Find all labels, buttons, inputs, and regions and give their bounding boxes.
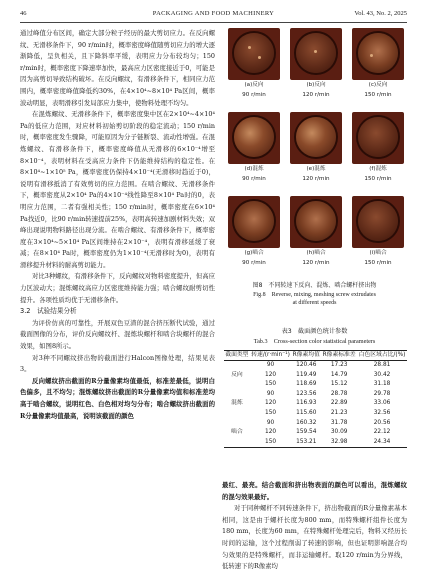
right-text-block bbox=[222, 480, 407, 573]
table-row bbox=[224, 428, 407, 438]
column-header: R像素标准差 bbox=[321, 351, 357, 361]
figure-cell bbox=[288, 112, 344, 183]
figure-caption-en: Fig.8 Reverse, mixing, meshing screw extrudates bbox=[253, 292, 376, 298]
table-cell-type: 混炼 bbox=[231, 400, 243, 407]
table-cell: 29.78 bbox=[373, 390, 391, 397]
figure-cell-speed: 120 r/min bbox=[302, 259, 330, 266]
figure-cell bbox=[226, 28, 282, 99]
figure-cell bbox=[226, 112, 282, 183]
header-rule bbox=[20, 22, 407, 23]
table-cell: 159.54 bbox=[296, 429, 317, 436]
figure-cell-speed: 150 r/min bbox=[364, 259, 392, 266]
figure-cell bbox=[350, 112, 406, 183]
figure-cell-speed: 150 r/min bbox=[364, 91, 392, 98]
table-cell-type: 反向 bbox=[231, 371, 243, 378]
figure-cell-speed: 90 r/min bbox=[242, 175, 266, 182]
figure-cell-speed: 150 r/min bbox=[364, 175, 392, 182]
table-cell: 14.79 bbox=[330, 371, 348, 378]
body-paragraph-bold: 反向螺纹挤出截面的R分量像素均值最低，标准差最低，说明白色偏多，且不均匀；混炼螺纹挤出截面的R分量像素均值和标准差均高于啮合螺纹，说明红色、白色相对均匀分布；啮合螺纹挤出截面的R分量像素均值最高，说明该截面的颜色 bbox=[20, 376, 215, 420]
column-header: 白色区域占比/(%) bbox=[357, 351, 407, 361]
column-header: 截面类型 bbox=[224, 351, 250, 361]
table-cell: 120 bbox=[265, 429, 277, 436]
figure-cell-label: (g)啮合 bbox=[244, 250, 264, 256]
figure-cell-label: (c)反向 bbox=[368, 82, 388, 88]
table-cell: 15.12 bbox=[330, 381, 348, 388]
table-row bbox=[224, 371, 407, 381]
figure-caption-en: at different speeds bbox=[292, 300, 337, 306]
figure-cell-label: (b)反向 bbox=[306, 82, 326, 88]
left-column bbox=[20, 28, 215, 568]
figure-cell-label: (d)混炼 bbox=[244, 166, 264, 172]
body-paragraph: 对比3种螺纹，有滑移条件下，反向螺纹对物料密度提升，但高应力区波动大；混炼螺纹高应力区密度维持能力强；啮合螺纹耐剪切性提升。各项性质均优于无滑移条件。 bbox=[20, 272, 215, 304]
figure-cell-speed: 120 r/min bbox=[302, 175, 330, 182]
extrudate-image bbox=[352, 112, 404, 164]
figure-cell-label: (f)混炼 bbox=[369, 166, 387, 172]
body-paragraph: 为评价仿真的可靠性，开展双色豆渣的混合挤压断代试验，通过截面图像的分布，评价反向螺纹杆、混炼块螺杆和啮合块螺杆的混合效果，如图8所示。 bbox=[20, 318, 215, 351]
figure-cell-label: (e)混炼 bbox=[306, 166, 326, 172]
table-cell: 32.98 bbox=[321, 438, 357, 448]
table-caption: 表3 截面颜色统计参数 bbox=[281, 328, 348, 335]
figure-cell bbox=[288, 196, 344, 267]
figure-cell bbox=[226, 196, 282, 267]
table-cell: 33.06 bbox=[373, 400, 391, 407]
table-cell: 119.49 bbox=[296, 371, 317, 378]
table-cell: 116.93 bbox=[296, 400, 317, 407]
table-row bbox=[224, 409, 407, 419]
figure-cell-label: (i)啮合 bbox=[369, 250, 387, 256]
table-cell: 150 bbox=[265, 409, 277, 416]
table-cell: 24.34 bbox=[357, 438, 407, 448]
column-header: 转速/(r·min⁻¹) bbox=[250, 351, 292, 361]
table-cell: 20.56 bbox=[373, 419, 391, 426]
table-cell: 31.78 bbox=[330, 419, 348, 426]
table-cell: 90 bbox=[266, 390, 275, 397]
table-row bbox=[224, 361, 407, 371]
extrudate-image bbox=[290, 196, 342, 248]
column-header: R像素均值 bbox=[291, 351, 321, 361]
table-cell: 32.56 bbox=[373, 409, 391, 416]
table-row bbox=[224, 380, 407, 390]
table-cell: 120 bbox=[265, 371, 277, 378]
body-paragraph: 通过峰值分布区间，确定大部分粒子经历的最大剪切应力。在反向螺纹、无滑移条件下，90 r/min时，概率密度峰值随剪切应力的增大逐渐降低，呈负相关，且下降斜率平缓，表明应力分布较均匀；150 r/min时，概率密度下降速率加快，最高应力区密度接近于0，可能是因为高剪切导致结构破坏。在反向螺纹，有滑移条件下，相同应力范围内，概率密度峰值降低约30%，在4×10⁴~8×10⁴ Pa区间，概率波动明显，表明滑移引发局部应力集中，使物料处理不均匀。 bbox=[20, 29, 215, 107]
table-cell: 90 bbox=[266, 419, 275, 426]
table-cell: 28.78 bbox=[330, 390, 348, 397]
extrudate-image bbox=[352, 196, 404, 248]
table-caption-en: Tab.3 Cross-section color statistical parameters bbox=[253, 338, 376, 345]
right-column bbox=[222, 28, 407, 571]
table-cell: 22.12 bbox=[373, 429, 391, 436]
table-cell: 30.42 bbox=[373, 371, 391, 378]
figure-caption: 图8 不同转速下反向、混炼、啮合螺杆挤出物 bbox=[252, 282, 377, 289]
journal-title: PACKAGING AND FOOD MACHINERY bbox=[152, 10, 275, 17]
figure-cell bbox=[350, 28, 406, 99]
figure-cell-label: (h)啮合 bbox=[306, 250, 326, 256]
table-cell: 160.32 bbox=[296, 419, 317, 426]
color-stats-table bbox=[224, 350, 407, 448]
table-cell: 21.23 bbox=[330, 409, 348, 416]
table-cell: 150 bbox=[265, 381, 277, 388]
table-cell: 17.23 bbox=[330, 362, 348, 368]
table-cell: 30.09 bbox=[330, 429, 348, 436]
table-cell: 22.89 bbox=[330, 400, 348, 407]
table-cell: 123.56 bbox=[296, 390, 317, 397]
volume-info: Vol. 43, No. 2, 2025 bbox=[354, 10, 407, 17]
table-row bbox=[224, 438, 407, 448]
figure-cell-speed: 90 r/min bbox=[242, 91, 266, 98]
figure-cell-speed: 90 r/min bbox=[242, 259, 266, 266]
body-paragraph: 对于同种螺杆不同转速条件下，挤出物截面的R分量像素基本相同，这是由于螺杆长度为800 mm，而特殊螺杆组件长度为180 mm，长度为60 mm，在特殊螺杆处理完后，物料又经历长时间的运输，这个过程削弱了转速的影响，但也证明影响混合均匀效果的是特殊螺杆，而非运输螺杆。取120 r/min为分界线，低转速下的R像素均 bbox=[222, 504, 407, 571]
extrudate-image bbox=[228, 112, 280, 164]
body-paragraph: 在混炼螺纹、无滑移条件下，概率密度集中区在2×10⁴~4×10⁴ Pa的低应力范围，对应材料初始剪切阶段的稳定流动；150 r/min时，概率密度发生骤降，可能原因为分子链断裂、流动性增强。在混炼螺纹、有滑移条件下，概率密度峰值从无滑移的6×10⁻⁴增至8×10⁻⁴，表明材料在受高应力条件下仍能维持结构的稳定性。在8×10⁴~1×10⁵ Pa，概率密度仍保持4×10⁻⁴(无滑移时趋近于0)，说明有滑移抵消了有效剪切的应力范围。在啮合螺纹、无滑移条件下，概率密度从2×10⁴ Pa的4×10⁻⁴线性降至8×10⁴ Pa时的0，表明应力范围，二者有强相关性；150 r/min时，概率密度在6×10⁴ Pa找近0，比90 r/min转速提前25%，表明高转速加剧材料失效；双峰出现说明物料路径出现分流。在啮合螺纹、有滑移条件下，概率密度在3×10⁴~5×10⁴ Pa区间维持在2×10⁻⁴，表明有滑移延缓了衰减；在8×10⁴ Pa时，概率密度仍为1×10⁻⁴(无滑移时为0)，表明有滑移提升材料的耐高剪切能力。 bbox=[20, 110, 215, 269]
extrudate-image bbox=[228, 28, 280, 80]
table-cell: 90 bbox=[266, 362, 275, 368]
table-cell-type: 啮合 bbox=[224, 419, 250, 448]
page-number: 46 bbox=[20, 10, 27, 17]
table-row bbox=[224, 390, 407, 400]
table-row bbox=[224, 419, 407, 429]
figure-cell-label: (a)反向 bbox=[244, 82, 264, 88]
figure-cell bbox=[288, 28, 344, 99]
table-cell: 28.81 bbox=[373, 362, 391, 368]
table-cell: 120 bbox=[265, 400, 277, 407]
extrudate-image bbox=[290, 28, 342, 80]
extrudate-image bbox=[290, 112, 342, 164]
extrudate-image bbox=[228, 196, 280, 248]
figure-cell bbox=[350, 196, 406, 267]
figure-cell-speed: 120 r/min bbox=[302, 91, 330, 98]
extrudate-image bbox=[352, 28, 404, 80]
table-cell: 120.46 bbox=[296, 362, 317, 368]
table-cell: 118.69 bbox=[296, 381, 317, 388]
section-heading: 3.2 试验结果分析 bbox=[20, 307, 77, 316]
table-cell: 115.60 bbox=[296, 409, 317, 416]
body-paragraph: 对3种不同螺纹挤出物的截面进行Halcon图像处理，结果见表3。 bbox=[20, 353, 215, 374]
table-cell: 150 bbox=[250, 438, 292, 448]
body-paragraph-bold: 最红、最亮。结合截面和挤出物表面的颜色可以看出，混炼螺纹的混匀效果最好。 bbox=[222, 481, 407, 501]
table-row bbox=[224, 399, 407, 409]
table-header-row bbox=[224, 351, 407, 361]
table-cell: 153.21 bbox=[291, 438, 321, 448]
table-cell: 31.18 bbox=[373, 381, 391, 388]
